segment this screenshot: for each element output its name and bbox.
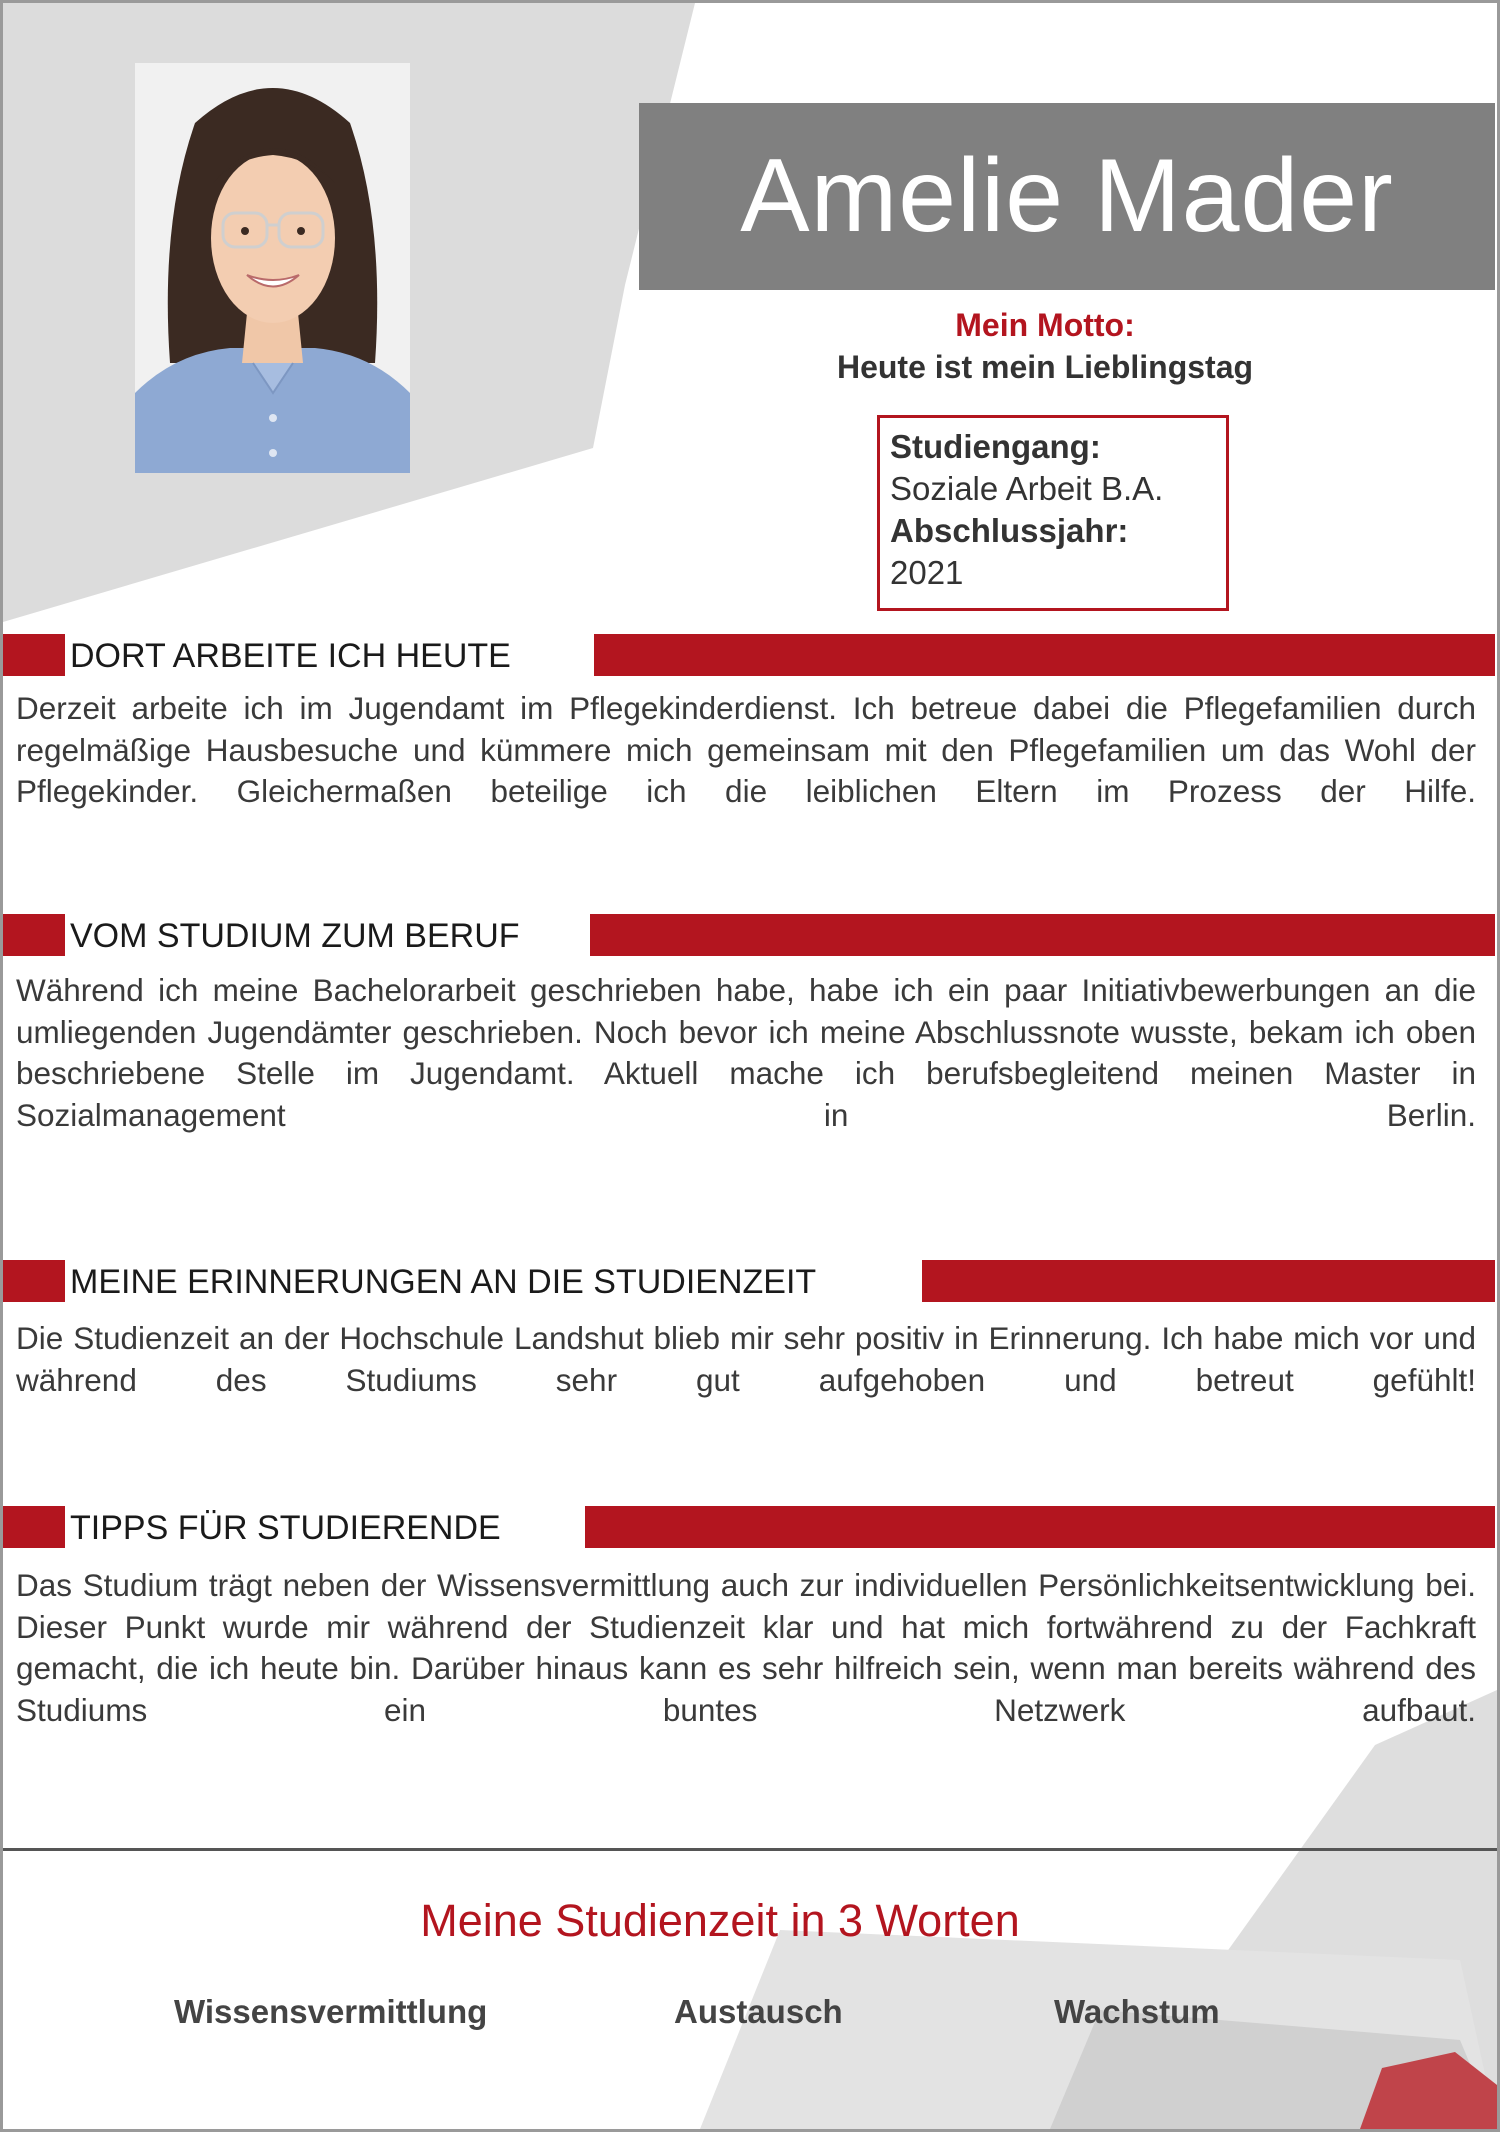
program-label: Studiengang: bbox=[890, 428, 1101, 465]
study-info-box bbox=[877, 415, 1229, 611]
year-label: Abschlussjahr: bbox=[890, 512, 1129, 549]
section-header-career bbox=[0, 914, 1500, 956]
portrait-illustration bbox=[135, 63, 410, 473]
person-name: Amelie Mader bbox=[740, 138, 1394, 254]
section-marker bbox=[3, 634, 65, 676]
section-header-work bbox=[0, 634, 1500, 676]
section-rule bbox=[590, 914, 1495, 956]
section-title: VOM STUDIUM ZUM BERUF bbox=[70, 917, 520, 955]
section-header-memories bbox=[0, 1260, 1500, 1302]
program-value: Soziale Arbeit B.A. bbox=[890, 470, 1164, 507]
section-marker bbox=[3, 1260, 65, 1302]
section-text-work: Derzeit arbeite ich im Jugendamt im Pflegekinderdienst. Ich betreue dabei die Pflegefamilien durch regelmäßige Hausbesuche und kümmere mich gemeinsam mit den Pflegefamilien um das Wohl der Pflegekinder. Gleichermaßen beteilige ich die leiblichen Eltern im Prozess der Hilfe. bbox=[16, 690, 1476, 809]
word-1: Wissensvermittlung bbox=[174, 1993, 488, 2030]
divider-line bbox=[3, 1848, 1497, 1851]
word-3: Wachstum bbox=[1054, 1993, 1220, 2030]
three-words-title: Meine Studienzeit in 3 Worten bbox=[420, 1895, 1020, 1946]
section-rule bbox=[922, 1260, 1495, 1302]
section-text-memories: Die Studienzeit an der Hochschule Landshut blieb mir sehr positiv in Erinnerung. Ich habe mich vor und während des Studiums sehr gut aufgehoben und betreut gefühlt! bbox=[16, 1320, 1476, 1398]
section-text-career: Während ich meine Bachelorarbeit geschrieben habe, habe ich ein paar Initiativbewerbungen an die umliegenden Jugendämter geschrieben. Noch bevor ich meine Abschlussnote wusste, bekam ich oben beschriebene Stelle im Jugendamt. Aktuell mache ich berufsbegleitend meinen Master in Sozialmanagement in Berlin. bbox=[16, 972, 1476, 1133]
motto-label: Mein Motto: bbox=[955, 307, 1135, 343]
word-2: Austausch bbox=[674, 1993, 843, 2030]
section-title: MEINE ERINNERUNGEN AN DIE STUDIENZEIT bbox=[70, 1263, 817, 1301]
year-value: 2021 bbox=[890, 554, 964, 591]
section-rule bbox=[585, 1506, 1495, 1548]
profile-photo bbox=[135, 63, 410, 473]
section-title: DORT ARBEITE ICH HEUTE bbox=[70, 637, 511, 675]
name-banner bbox=[639, 103, 1495, 290]
section-title: TIPPS FÜR STUDIERENDE bbox=[70, 1509, 501, 1547]
section-rule bbox=[594, 634, 1495, 676]
motto-text: Heute ist mein Lieblingstag bbox=[836, 349, 1254, 385]
section-text-tips: Das Studium trägt neben der Wissensvermittlung auch zur individuellen Persönlichkeitsentwicklung bei. Dieser Punkt wurde mir während der Studienzeit klar und hat mich fortwährend zu der Fachkraft gemacht, die ich heute bin. Darüber hinaus kann es sehr hilfreich sein, wenn man bereits während des Studiums ein buntes Netzwerk aufbaut. bbox=[16, 1567, 1476, 1728]
section-header-tips bbox=[0, 1506, 1500, 1548]
section-marker bbox=[3, 1506, 65, 1548]
section-marker bbox=[3, 914, 65, 956]
